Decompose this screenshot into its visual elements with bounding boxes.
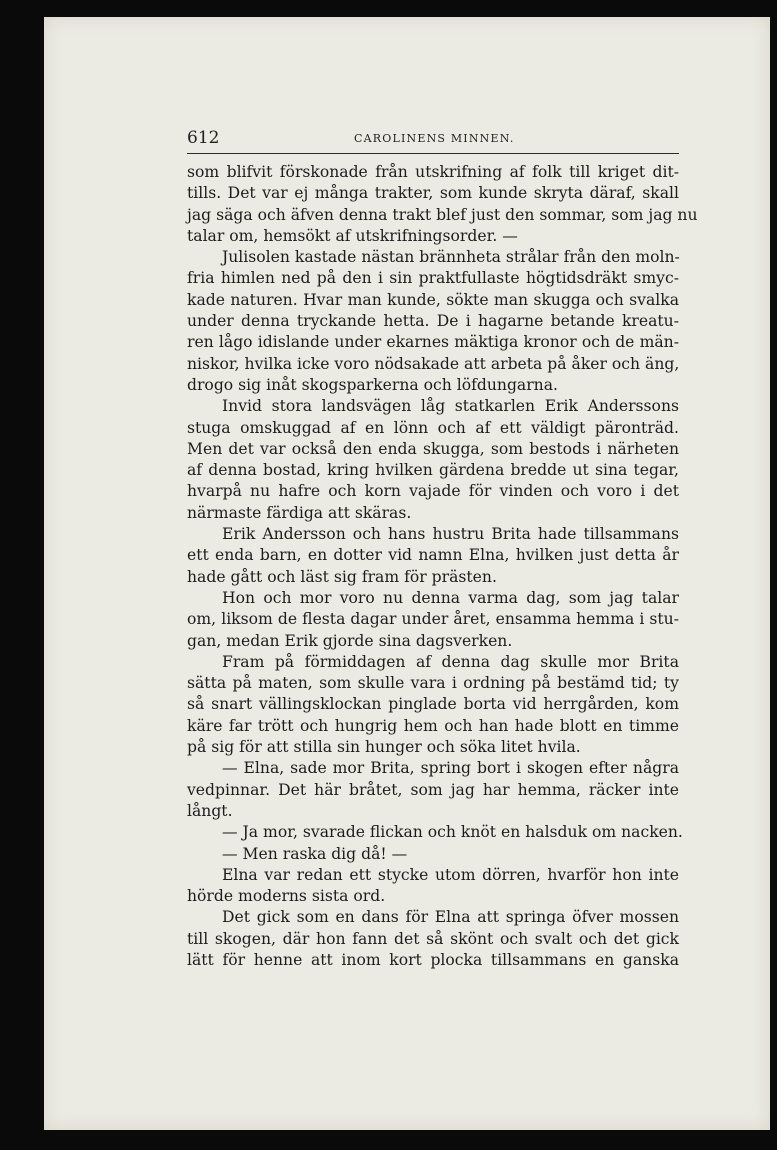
text-line: Julisolen kastade nästan brännheta strålar från den moln- — [222, 248, 680, 267]
text-line: jag säga och äfven denna trakt blef just den sommar, som jag nu — [187, 205, 698, 224]
text-line: Men det var också den enda skugga, som bestods i närheten — [187, 439, 679, 458]
text-line: hade gått och läst sig fram för prästen. — [187, 567, 497, 586]
page-edge — [770, 17, 777, 1130]
text-line: Hon och mor voro nu denna varma dag, som jag talar — [222, 588, 679, 607]
text-line: Det gick som en dans för Elna att springa öfver mossen — [222, 908, 679, 927]
text-line: på sig för att stilla sin hunger och söka litet hvila. — [187, 738, 581, 757]
page-number: 612 — [187, 128, 220, 148]
text-line: af denna bostad, kring hvilken gärdena bredde ut sina tegar, — [187, 461, 679, 480]
text-line: talar om, hemsökt af utskrifningsorder. — — [187, 226, 518, 245]
text-line: så snart vällingsklockan pinglade borta vid herrgården, kom — [187, 695, 679, 714]
text-line: tills. Det var ej många trakter, som kunde skryta däraf, skall — [187, 184, 679, 203]
text-line: ren lågo idislande under ekarnes mäktiga kronor och de män- — [187, 333, 679, 352]
text-line: till skogen, där hon fann det så skönt och svalt och det gick — [187, 929, 679, 948]
text-line: Fram på förmiddagen af denna dag skulle mor Brita — [222, 652, 679, 671]
text-line: kade naturen. Hvar man kunde, sökte man skugga och svalka — [187, 290, 679, 309]
text-line: — Men raska dig då! — — [222, 844, 408, 863]
text-line: gan, medan Erik gjorde sina dagsverken. — [187, 631, 513, 650]
text-line: drogo sig inåt skogsparkerna och löfdungarna. — [187, 375, 558, 394]
body-text — [187, 162, 698, 971]
text-line: Elna var redan ett stycke utom dörren, hvarför hon inte — [222, 865, 679, 884]
text-line: — Ja mor, svarade flickan och knöt en halsduk om nacken. — [222, 823, 683, 842]
text-line: stuga omskuggad af en lönn och af ett väldigt päronträd. — [187, 418, 679, 437]
text-line: Erik Andersson och hans hustru Brita hade tillsammans — [222, 525, 679, 544]
running-title: CAROLINENS MINNEN. — [354, 132, 515, 145]
text-line: käre far trött och hungrig hem och han hade blott en timme — [187, 716, 679, 735]
text-line: långt. — [187, 801, 233, 820]
text-line: vedpinnar. Det här bråtet, som jag har hemma, räcker inte — [187, 780, 679, 799]
text-line: niskor, hvilka icke voro nödsakade att arbeta på åker och äng, — [187, 354, 680, 373]
text-line: under denna tryckande hetta. De i hagarne betande kreatu- — [187, 312, 679, 331]
text-line: fria himlen ned på den i sin praktfullaste högtidsdräkt smyc- — [187, 269, 679, 288]
text-line: hörde moderns sista ord. — [187, 887, 386, 906]
text-line: lätt för henne att inom kort plocka tillsammans en ganska — [187, 950, 679, 969]
page-header — [187, 127, 679, 154]
text-line: ett enda barn, en dotter vid namn Elna, hvilken just detta år — [187, 546, 679, 565]
text-line: som blifvit förskonade från utskrifning af folk till kriget dit- — [187, 163, 679, 181]
text-line: Invid stora landsvägen låg statkarlen Erik Anderssons — [222, 397, 679, 416]
text-line: hvarpå nu hafre och korn vajade för vinden och voro i det — [187, 482, 679, 501]
text-line: — Elna, sade mor Brita, spring bort i skogen efter några — [222, 759, 679, 778]
text-line: närmaste färdiga att skäras. — [187, 503, 412, 522]
text-line: om, liksom de flesta dagar under året, ensamma hemma i stu- — [187, 610, 679, 629]
text-line: sätta på maten, som skulle vara i ordning på bestämd tid; ty — [187, 674, 679, 693]
